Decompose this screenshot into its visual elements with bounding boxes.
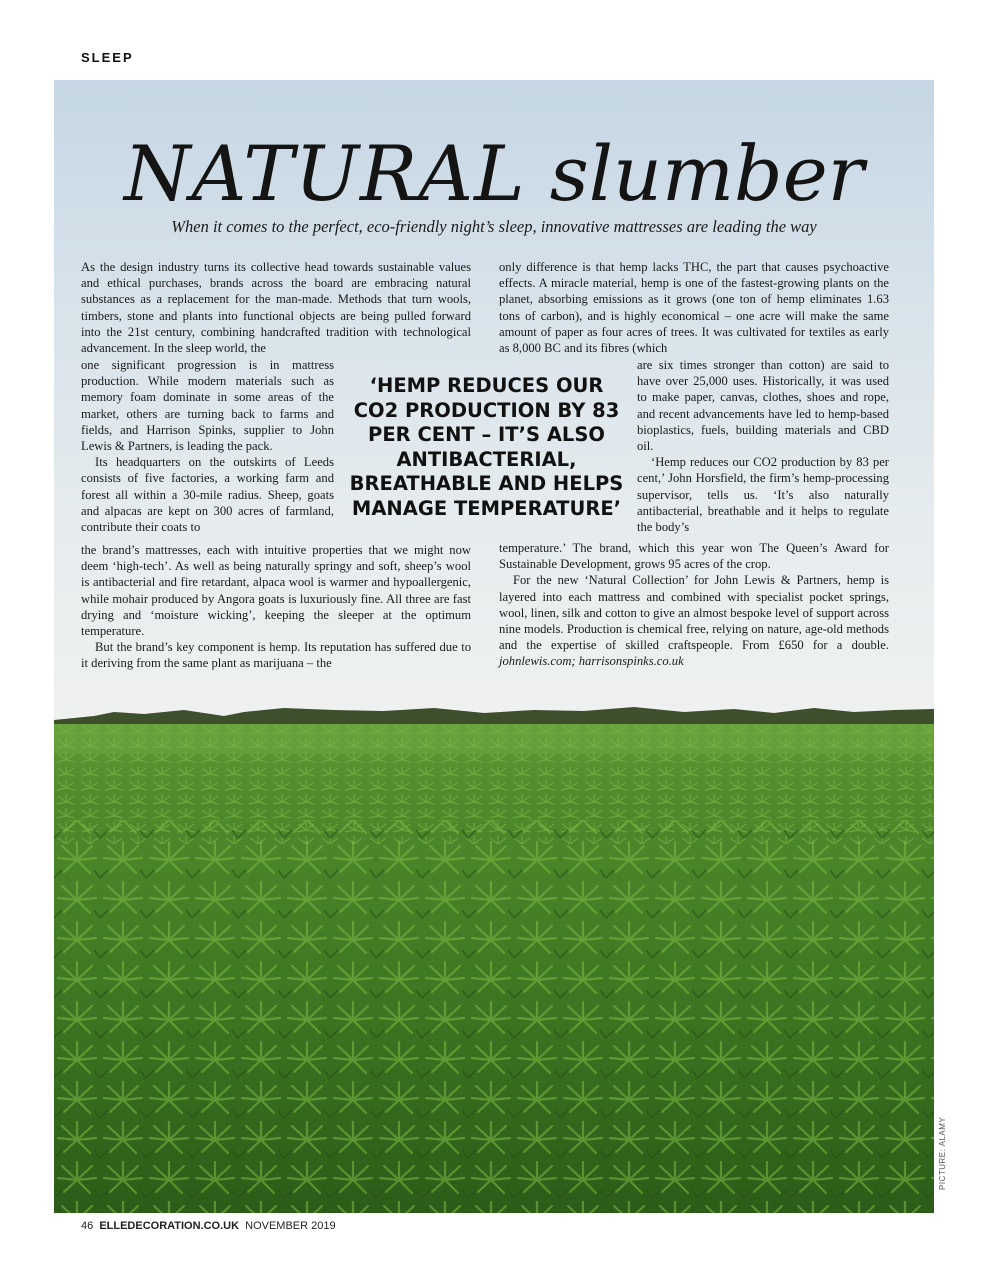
col1-bottom-paragraph-2: But the brand’s key component is hemp. Its reputation has suffered due to it deriving from the same plant as marijuana – the: [81, 640, 471, 671]
col2-bottom-text: [499, 540, 889, 670]
col2-bottom-paragraph-2: [499, 572, 889, 669]
col1-narrow-text: [81, 357, 334, 535]
pull-quote: ‘HEMP REDUCES OUR CO2 PRODUCTION BY 83 PER CENT – IT’S ALSO ANTIBACTERIAL, BREATHABLE AND HELPS MANAGE TEMPERATURE’: [349, 374, 624, 520]
col1-bottom-paragraph-1: the brand’s mattresses, each with intuitive properties that we might now deem ‘high-tech’. As well as being naturally springy and soft, sheep’s wool is antibacterial and fire retardant, alpaca wool is warmer and hypoallergenic, while mohair produced by Angora goats is luxuriously fine. All three are fast drying and ‘moisture wicking’, keeping the sleeper at the optimum temperature.: [81, 543, 471, 639]
col1-top-paragraph: As the design industry turns its collective head towards sustainable values and ethical purchases, brands across the board are embracing natural substances as a replacement for the man-made. Methods that turn wools, timbers, stone and plants into functional objects are being pulled forward into the 21st century, combining handcrafted tradition with technological advancement. In the sleep world, the: [81, 260, 471, 356]
col2-narrow-text: [637, 357, 889, 535]
col2-closing-text: For the new ‘Natural Collection’ for John Lewis & Partners, hemp is layered into each mattress and combined with specialist pocket springs, wool, linen, silk and cotton to give an almost bespoke level of support across nine models. Production is chemical free, relying on nature, age-old methods and the expertise of skilled craftspeople. From £650 for a double.: [499, 573, 889, 653]
footer-site[interactable]: ELLEDECORATION.CO.UK: [99, 1220, 240, 1232]
title-part-natural: NATURAL: [124, 129, 526, 218]
page-footer: [81, 1220, 336, 1232]
col2-bottom-paragraph-1: temperature.’ The brand, which this year won The Queen’s Award for Sustainable Development, grows 95 acres of the crop.: [499, 541, 889, 572]
title-part-slumber: slumber: [549, 129, 864, 218]
standfirst: When it comes to the perfect, eco-friendly night’s sleep, innovative mattresses are leading the way: [171, 217, 817, 236]
col2-narrow-paragraph-2: ‘Hemp reduces our CO2 production by 83 per cent,’ John Horsfield, the firm’s hemp-processing supervisor, tells us. ‘It’s also naturally antibacterial, breathable and it helps to regulate the body’s: [637, 455, 889, 535]
col2-top-paragraph: only difference is that hemp lacks THC, the part that causes psychoactive effects. A miracle material, hemp is one of the fastest-growing plants on the planet, absorbing emissions as it grows (one ton of hemp eliminates 1.63 tons of carbon), and is highly economical – one acre will make the same amount of paper as four acres of trees. It was cultivated for textiles as early as 8,000 BC and its fibres (which: [499, 260, 889, 356]
page-number: 46: [81, 1220, 94, 1232]
col1-top-text: [81, 259, 471, 356]
col2-top-text: [499, 259, 889, 356]
col1-bottom-text: [81, 542, 471, 672]
section-label: SLEEP: [81, 50, 134, 65]
retailer-links[interactable]: johnlewis.com; harrisonspinks.co.uk: [499, 654, 684, 669]
footer-issue: NOVEMBER 2019: [245, 1220, 336, 1232]
col2-narrow-paragraph-1: are six times stronger than cotton) are said to have over 25,000 uses. Historically, it was used to make paper, canvas, clothes, shoes and rope, and recent advancements have led to hemp-based bioplastics, fuels, building materials and CBD oil.: [637, 358, 889, 454]
photo-credit: PICTURE: ALAMY: [938, 1116, 947, 1190]
col1-narrow-paragraph-2: Its headquarters on the outskirts of Leeds consists of five factories, a working farm and forest all within a 30-mile radius. Sheep, goats and alpacas are kept on 300 acres of farmland, contribute their coats to: [81, 455, 334, 535]
photo-credit-wrap: [938, 1116, 950, 1250]
col1-narrow-paragraph-1: one significant progression is in mattress production. While modern materials such as memory foam dominate in some areas of the market, others are turning back to farms and fields, and Harrison Spinks, supplier to John Lewis & Partners, is leading the pack.: [81, 358, 334, 454]
article-title: [0, 128, 988, 220]
